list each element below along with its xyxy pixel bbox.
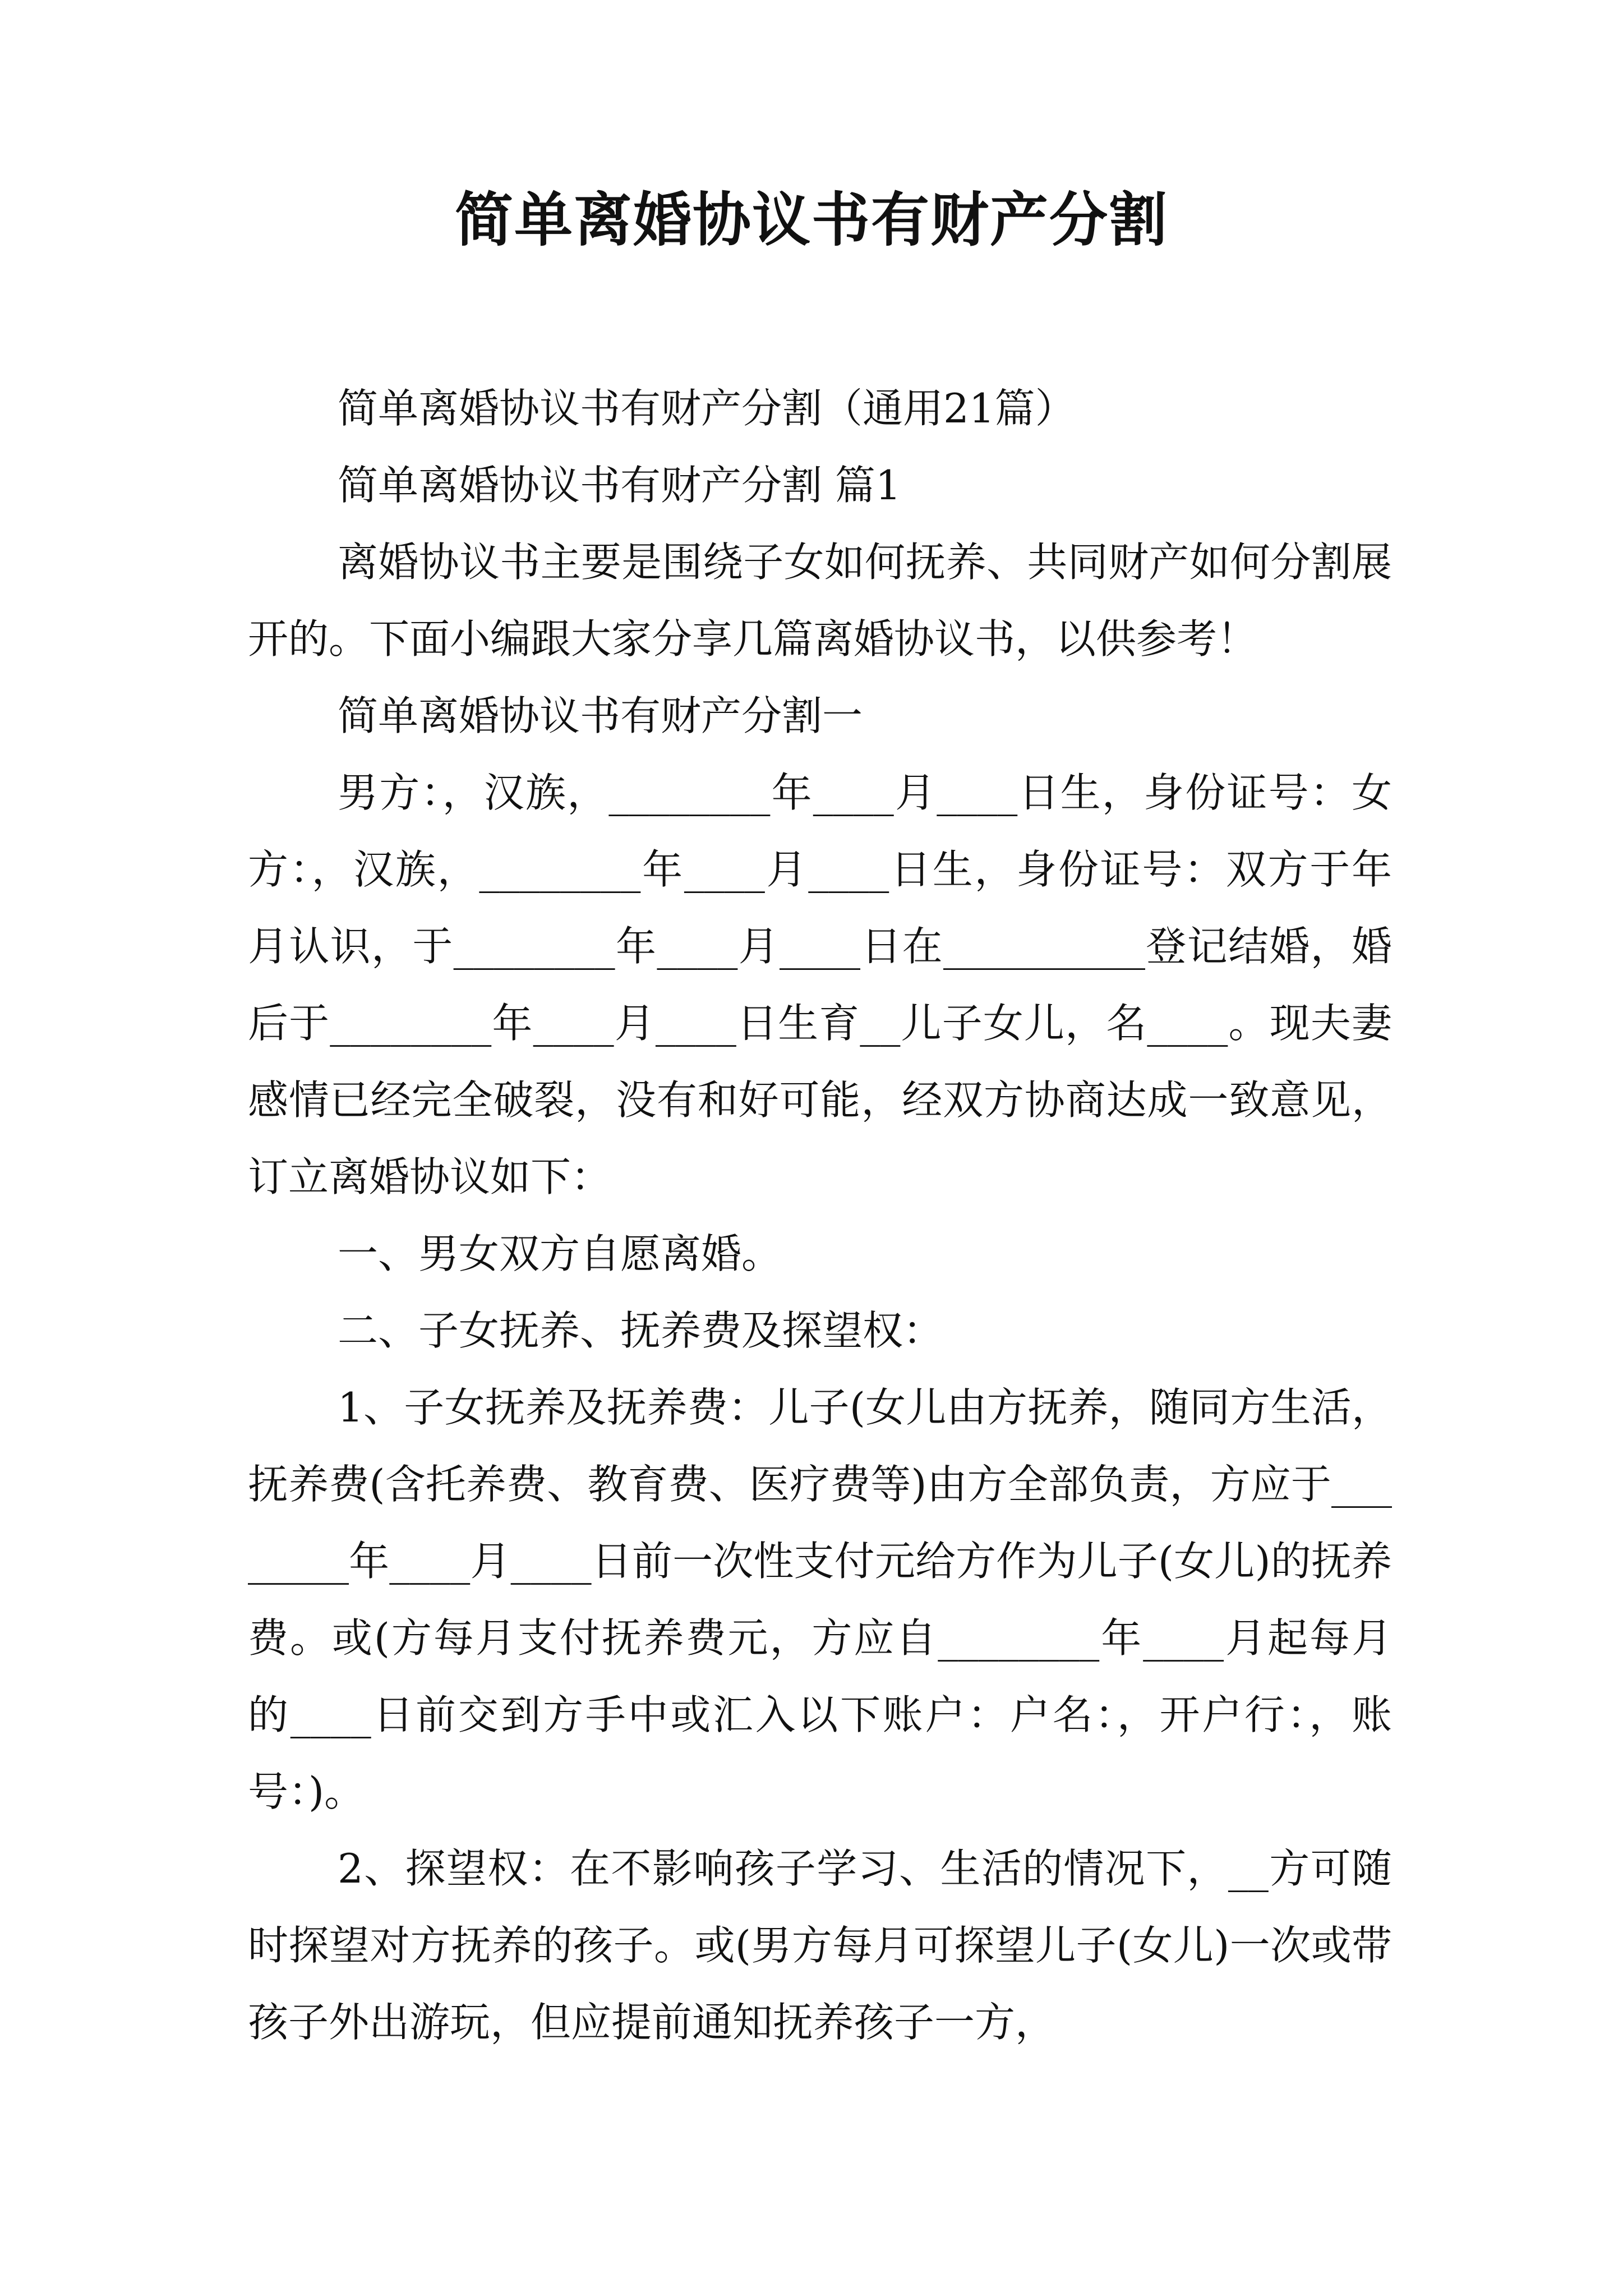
paragraph-child-support: 1、子女抚养及抚养费：儿子(女儿由方抚养，随同方生活，抚养费(含托养费、教育费、医疗费等)由方全部负责，方应于________年____月____日前一次性支付元给方作为儿子(女儿)的抚养费。或(方每月支付抚养费元，方应自________年____月起每月的____日前交到方手中或汇入以下账户：户名：，开户行：，账号：)。 (248, 1384, 1392, 1815)
paragraph-clause-1: 一、男女双方自愿离婚。 (338, 1230, 782, 1277)
paragraph-visitation: 2、探望权：在不影响孩子学习、生活的情况下，__方可随时探望对方抚养的孩子。或(男方每月可探望儿子(女儿)一次或带孩子外出游玩，但应提前通知抚养孩子一方， (248, 1845, 1392, 2046)
paragraph-section-heading: 简单离婚协议书有财产分割 篇1 (338, 462, 901, 509)
paragraph-parties: 男方：，汉族，________年____月____日生，身份证号：女方：，汉族，________年____月____日生，身份证号：双方于年月认识，于________年____月____日在__________登记结婚，婚后于________年____月____日生育__儿子女儿，名____。现夫妻感情已经完全破裂，没有和好可能，经双方协商达成一致意见，订立离婚协议如下： (248, 769, 1392, 1200)
paragraph-agreement-heading: 简单离婚协议书有财产分割一 (338, 692, 863, 739)
paragraph-subtitle: 简单离婚协议书有财产分割（通用21篇） (338, 385, 1076, 432)
paragraph-clause-2: 二、子女抚养、抚养费及探望权： (338, 1307, 944, 1354)
document-body (248, 370, 1392, 2061)
document-title: 简单离婚协议书有财产分割 (454, 185, 1168, 254)
paragraph-intro: 离婚协议书主要是围绕子女如何抚养、共同财产如何分割展开的。下面小编跟大家分享几篇离婚协议书，以供参考！ (248, 539, 1392, 662)
